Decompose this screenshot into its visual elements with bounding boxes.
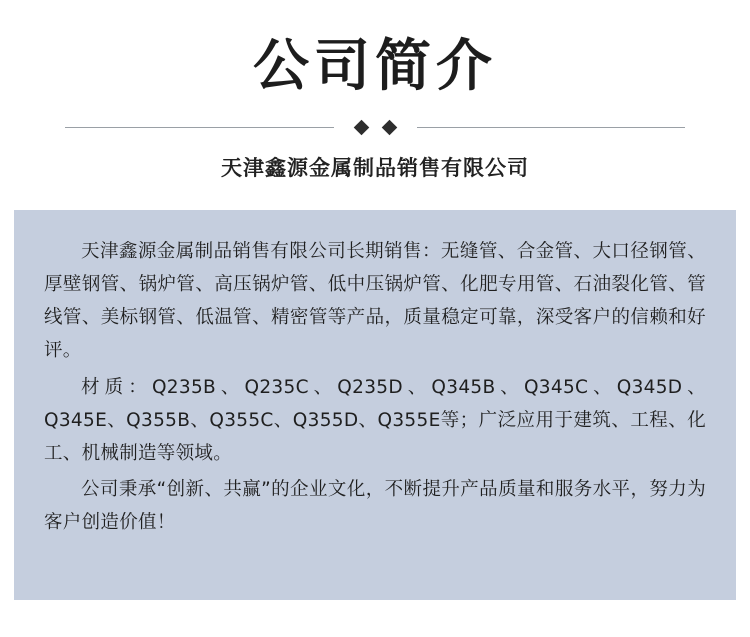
company-description-panel: [14, 210, 736, 600]
page-header: [0, 0, 750, 182]
divider-line-left: [65, 127, 334, 128]
page-title: 公司简介: [253, 34, 497, 99]
title-divider: [65, 118, 685, 136]
divider-line-right: [417, 127, 686, 128]
divider-diamonds: [334, 122, 417, 133]
description-paragraph-products: 天津鑫源金属制品销售有限公司长期销售：无缝管、合金管、大口径钢管、厚壁钢管、锅炉管、高压锅炉管、低中压锅炉管、化肥专用管、石油裂化管、管线管、美标钢管、低温管、精密管等产品，质量稳定可靠，深受客户的信赖和好评。: [44, 241, 706, 361]
diamond-icon: [381, 119, 397, 135]
diamond-icon: [353, 119, 369, 135]
company-name: 天津鑫源金属制品销售有限公司: [221, 156, 529, 181]
description-paragraph-materials: 材质：Q235B、Q235C、Q235D、Q345B、Q345C、Q345D、Q345E、Q355B、Q355C、Q355D、Q355E等；广泛应用于建筑、工程、化工、机械制造等领域。: [44, 376, 706, 464]
description-paragraph-culture: 公司秉承“创新、共赢”的企业文化，不断提升产品质量和服务水平，努力为客户创造价值！: [44, 479, 706, 534]
